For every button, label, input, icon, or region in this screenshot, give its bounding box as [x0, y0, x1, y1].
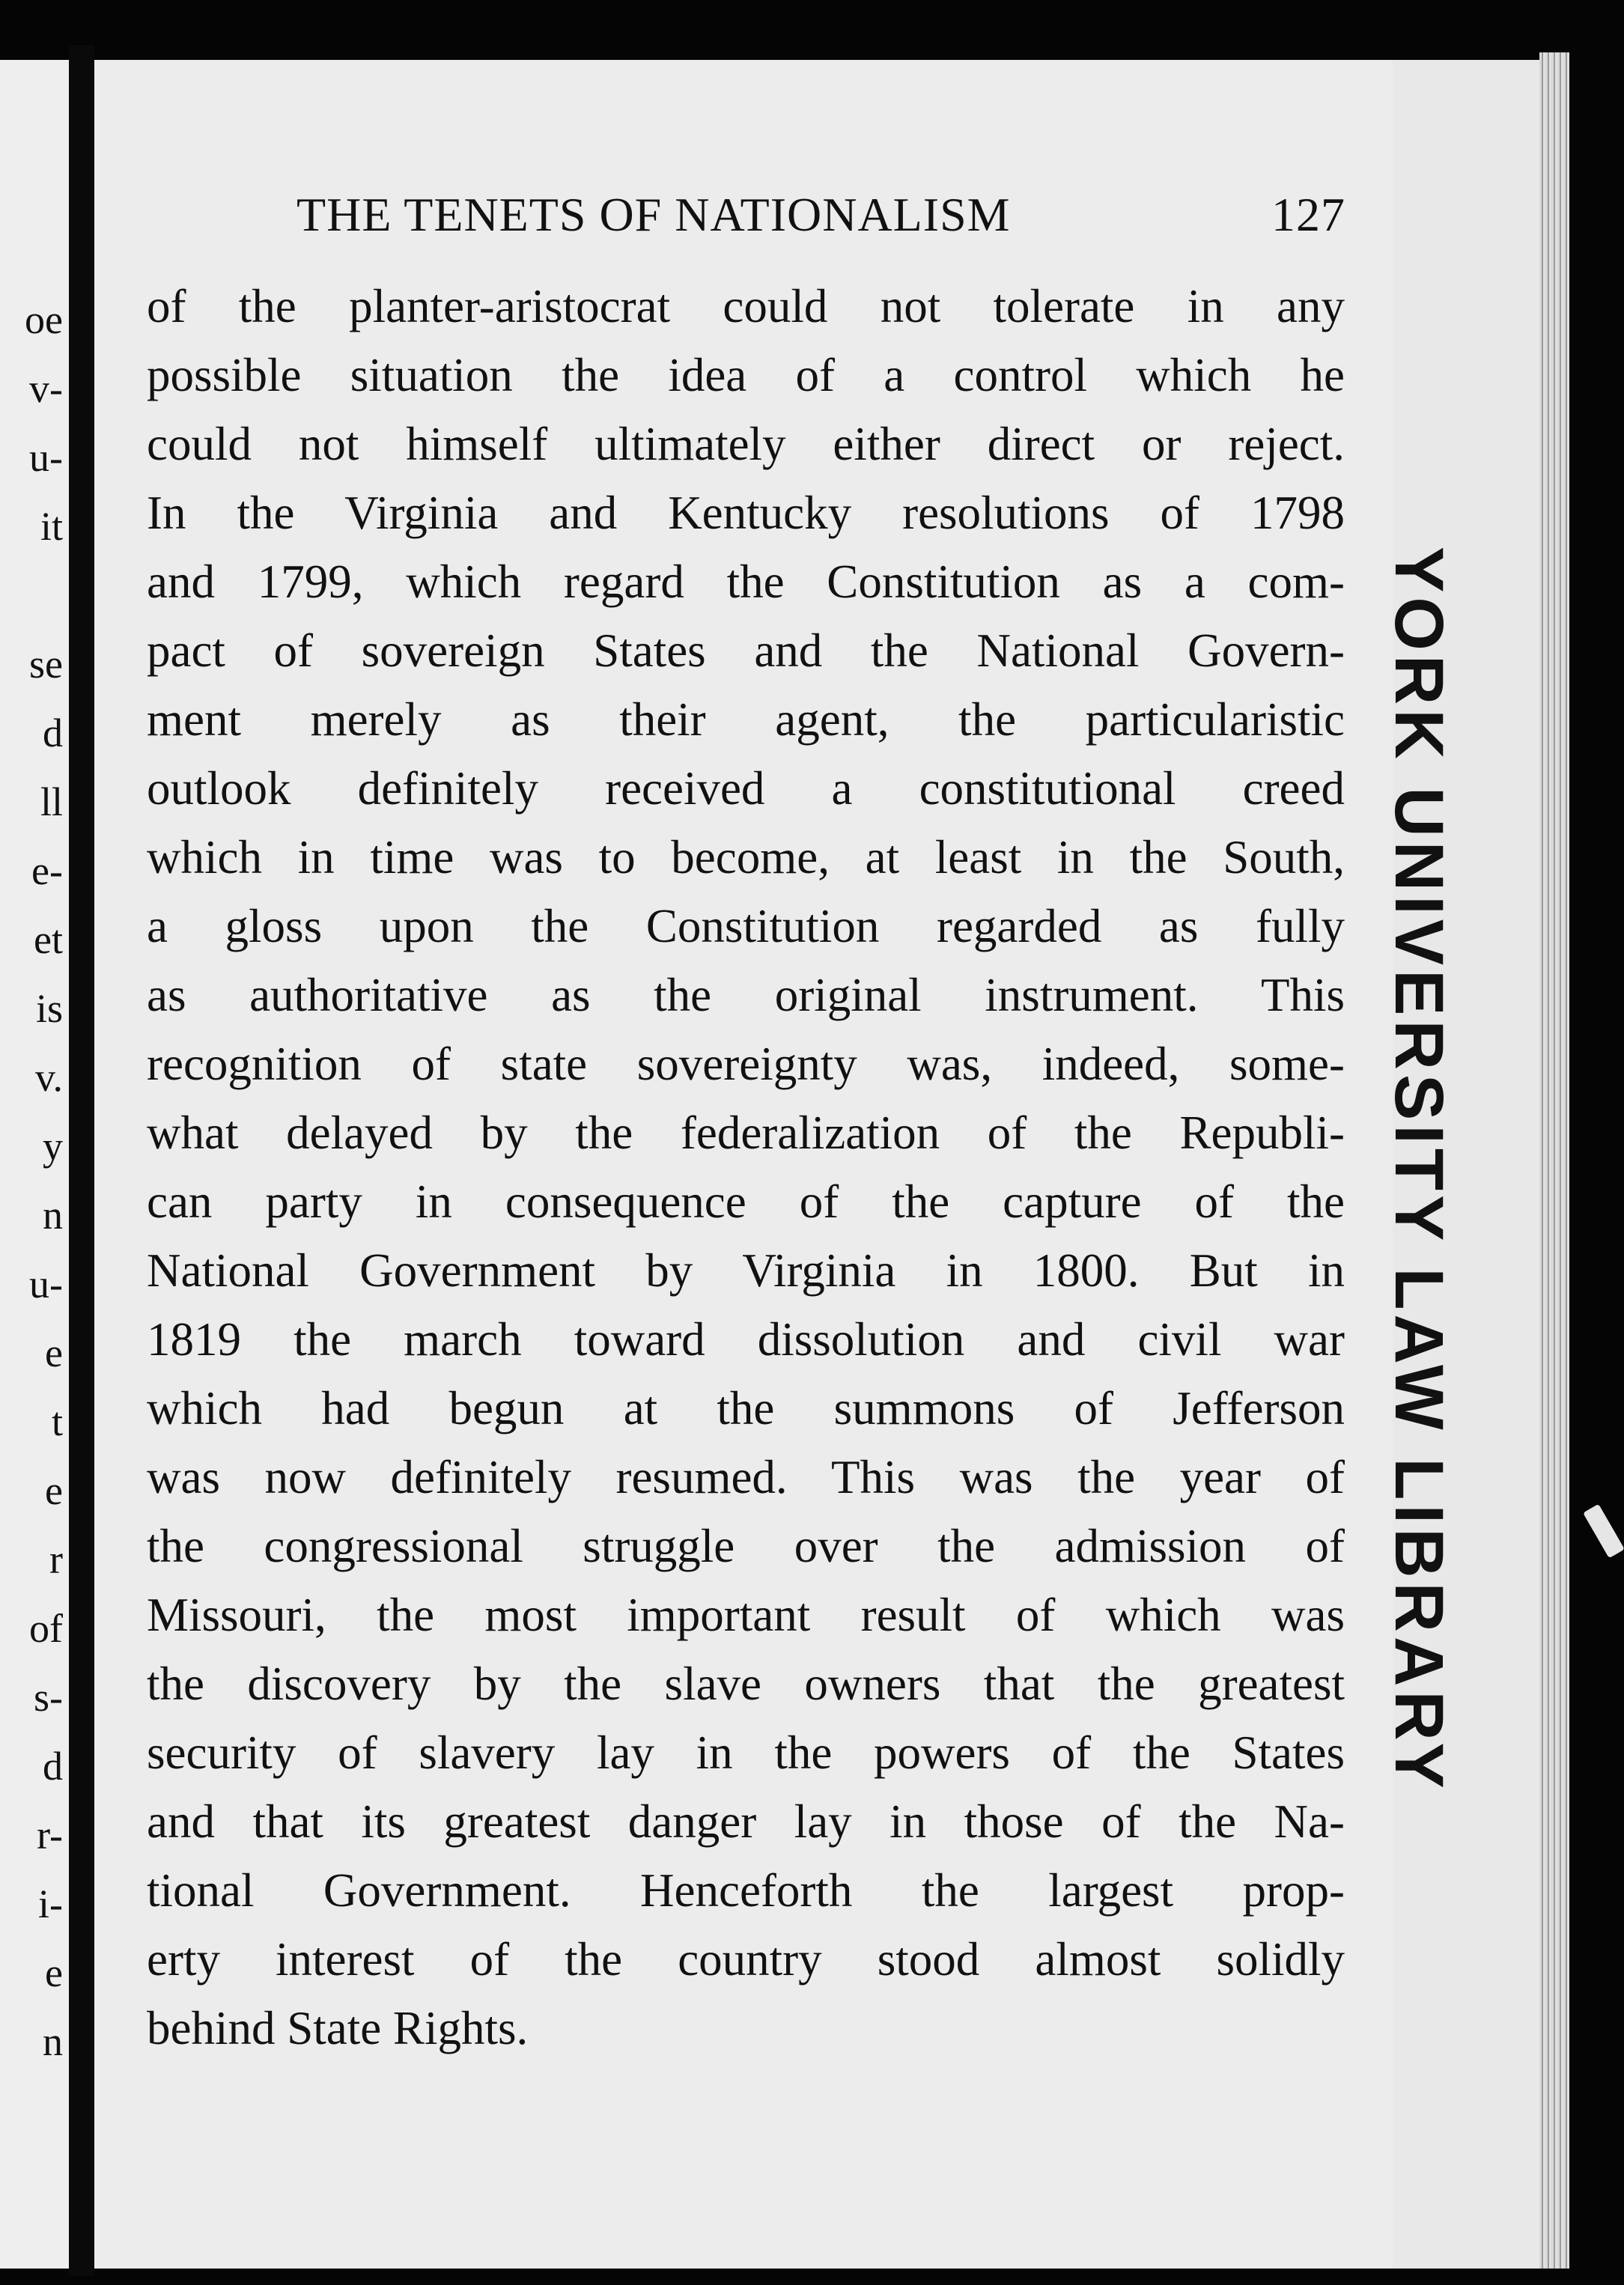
fragment: u- — [29, 435, 63, 480]
text-line: what delayed by the federalization of the Republi- — [147, 1107, 1345, 1159]
text-line: and that its greatest danger lay in those of the Na- — [147, 1795, 1345, 1848]
text-line: could not himself ultimately either direct or reject. — [147, 418, 1345, 470]
fragment: et — [34, 917, 63, 962]
text-line: possible situation the idea of a control which he — [147, 349, 1345, 401]
text-line: which had begun at the summons of Jefferson — [147, 1382, 1345, 1434]
edge-mark — [1583, 1504, 1624, 1559]
running-head-title: THE TENETS OF NATIONALISM — [296, 188, 1011, 241]
fragment: y — [43, 1124, 63, 1169]
facing-page-sliver — [0, 60, 69, 2269]
fragment: e — [45, 1468, 63, 1513]
text-line: Missouri, the most important result of which was — [147, 1589, 1345, 1641]
text-line: of the planter-aristocrat could not tolerate in any — [147, 280, 1345, 332]
text-line: behind State Rights. — [147, 2002, 529, 2054]
fragment: e- — [31, 848, 63, 893]
fragment: e — [45, 1330, 63, 1375]
fragment: n — [43, 2019, 63, 2064]
fragment: i- — [38, 1881, 63, 1926]
fragment: it — [40, 504, 63, 549]
text-line: ment merely as their agent, the particularistic — [147, 693, 1345, 746]
fragment: ll — [40, 779, 63, 824]
fragment: is — [35, 986, 63, 1031]
book-gutter — [69, 45, 94, 2276]
fragment: e — [45, 1950, 63, 1995]
book-page — [94, 60, 1539, 2269]
text-line: the congressional struggle over the admission of — [147, 1520, 1345, 1572]
fragment: s- — [34, 1675, 63, 1720]
fragment: r- — [37, 1813, 63, 1857]
page-block-edge — [1539, 52, 1569, 2269]
text-line: In the Virginia and Kentucky resolutions of 1798 — [147, 487, 1345, 539]
fragment: u- — [29, 1262, 63, 1306]
fragment: v- — [29, 366, 63, 411]
text-line: tional Government. Henceforth the largest prop- — [147, 1864, 1345, 1917]
fragment: se — [29, 642, 63, 687]
fragment: t — [51, 1399, 63, 1444]
text-line: the discovery by the slave owners that the greatest — [147, 1658, 1345, 1710]
fragment: d — [43, 1744, 63, 1789]
text-line: was now definitely resumed. This was the year of — [147, 1451, 1345, 1503]
fragment: v. — [35, 1055, 63, 1100]
text-line: recognition of state sovereignty was, indeed, some- — [147, 1038, 1345, 1090]
library-stamp — [1378, 547, 1460, 1793]
text-line: 1819 the march toward dissolution and civil war — [147, 1313, 1345, 1366]
fragment: r — [49, 1537, 63, 1582]
text-line: security of slavery lay in the powers of the States — [147, 1726, 1345, 1779]
text-line: erty interest of the country stood almost solidly — [147, 1933, 1345, 1986]
text-line: pact of sovereign States and the National Govern- — [147, 624, 1345, 677]
text-line: which in time was to become, at least in the South, — [147, 831, 1345, 883]
fragment: of — [29, 1606, 63, 1651]
library-stamp-text: YORK UNIVERSITY LAW LIBRARY — [1381, 547, 1457, 1793]
fragment: oe — [25, 297, 63, 342]
fragment: n — [43, 1193, 63, 1238]
text-line: outlook definitely received a constitutional creed — [147, 762, 1345, 815]
text-line: can party in consequence of the capture of the — [147, 1175, 1345, 1228]
page-number: 127 — [1271, 188, 1345, 241]
text-line: National Government by Virginia in 1800. But in — [147, 1244, 1345, 1297]
text-line: and 1799, which regard the Constitution as a com- — [147, 556, 1345, 608]
text-line: as authoritative as the original instrument. This — [147, 969, 1345, 1021]
facing-page-fragments — [0, 60, 69, 2269]
text-line: a gloss upon the Constitution regarded as fully — [147, 900, 1345, 952]
fragment: d — [43, 711, 63, 755]
